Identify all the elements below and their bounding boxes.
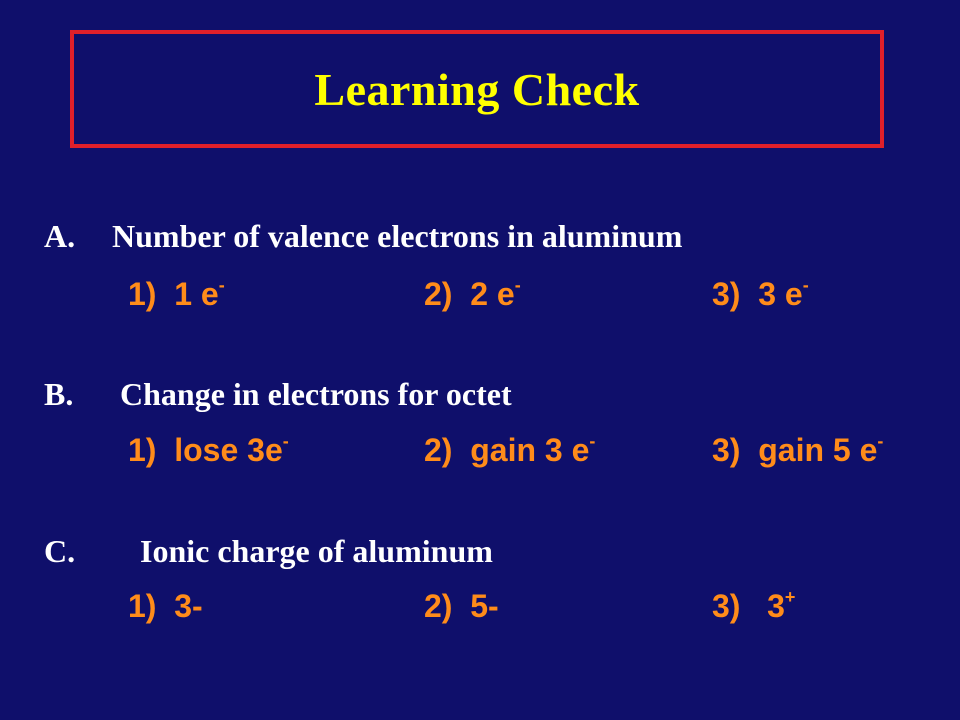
option-b3-text: gain 5 e: [758, 432, 878, 468]
option-b3: [712, 432, 883, 469]
option-a1-sup: -: [218, 275, 225, 296]
option-b1-text: lose 3e: [174, 432, 283, 468]
option-b2: [424, 432, 595, 469]
option-c1: [128, 588, 203, 625]
question-b-text: Change in electrons for octet: [120, 376, 512, 412]
option-a2-sup: -: [514, 275, 521, 296]
title-box: [70, 30, 884, 148]
option-b1-num: 1): [128, 432, 157, 468]
question-a-options: [0, 276, 960, 316]
question-a-letter: A.: [44, 218, 76, 254]
option-b2-sup: -: [589, 431, 596, 452]
option-b2-num: 2): [424, 432, 453, 468]
option-b3-num: 3): [712, 432, 741, 468]
option-a2: [424, 276, 521, 313]
slide-title: Learning Check: [314, 63, 640, 115]
option-a2-num: 2): [424, 276, 453, 312]
option-c3-text: 3: [758, 588, 785, 624]
question-c: [44, 533, 493, 570]
option-a1: [128, 276, 225, 313]
question-b: [44, 376, 512, 413]
option-c1-text: 3-: [174, 588, 203, 624]
option-c2-num: 2): [424, 588, 453, 624]
option-a3: [712, 276, 809, 313]
option-b2-text: gain 3 e: [470, 432, 590, 468]
question-b-options: [0, 432, 960, 472]
option-a3-num: 3): [712, 276, 741, 312]
question-c-letter: C.: [44, 533, 76, 569]
option-a1-num: 1): [128, 276, 157, 312]
option-a3-sup: -: [802, 275, 809, 296]
question-a-text: Number of valence electrons in aluminum: [112, 218, 683, 254]
option-c2: [424, 588, 499, 625]
option-c2-text: 5-: [470, 588, 499, 624]
option-a3-text: 3 e: [758, 276, 803, 312]
option-a1-text: 1 e: [174, 276, 219, 312]
question-a: [44, 218, 682, 255]
option-a2-text: 2 e: [470, 276, 515, 312]
option-b1: [128, 432, 289, 469]
option-c1-num: 1): [128, 588, 157, 624]
question-c-options: [0, 588, 960, 628]
question-b-letter: B.: [44, 376, 74, 412]
option-b1-sup: -: [282, 431, 289, 452]
option-b3-sup: -: [877, 431, 884, 452]
option-c3: [712, 588, 795, 625]
option-c3-sup: +: [784, 587, 796, 608]
question-c-text: Ionic charge of aluminum: [140, 533, 493, 569]
option-c3-num: 3): [712, 588, 741, 624]
